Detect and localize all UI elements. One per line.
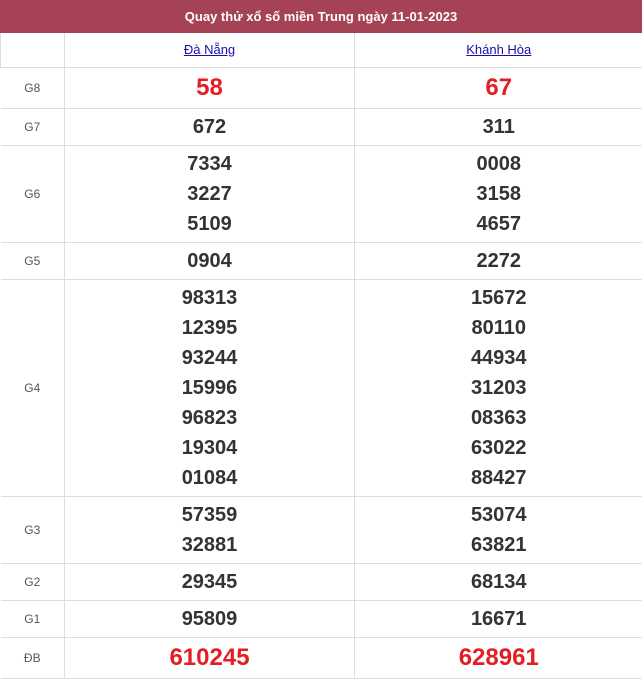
province-header-cell <box>65 33 355 67</box>
lottery-number: 3227 <box>187 182 232 205</box>
lottery-number: 31203 <box>470 376 527 399</box>
lottery-number: 16671 <box>470 607 527 630</box>
lottery-number: 610245 <box>169 643 250 671</box>
lottery-number: 98313 <box>181 286 238 309</box>
lottery-number: 53074 <box>470 503 527 526</box>
lottery-number: 44934 <box>470 346 527 369</box>
prize-numbers-khanh-hoa <box>355 600 642 637</box>
lottery-number: 0904 <box>187 249 232 272</box>
lottery-number: 5109 <box>187 212 232 235</box>
prize-numbers-khanh-hoa <box>355 108 642 145</box>
prize-numbers-da-nang <box>65 108 355 145</box>
prize-label: G1 <box>1 600 65 637</box>
results-title: Quay thử xổ số miền Trung ngày 11-01-2023 <box>0 0 642 33</box>
prize-numbers-da-nang <box>65 600 355 637</box>
prize-row <box>1 563 642 600</box>
prize-row <box>1 496 642 563</box>
prize-numbers-khanh-hoa <box>355 145 642 242</box>
lottery-number: 67 <box>485 73 513 101</box>
prize-row <box>1 67 642 108</box>
lottery-number: 93244 <box>181 346 238 369</box>
lottery-number: 7334 <box>187 152 232 175</box>
results-table <box>0 33 642 679</box>
lottery-number: 15672 <box>470 286 527 309</box>
prize-row <box>1 108 642 145</box>
lottery-number: 311 <box>482 115 515 138</box>
lottery-number: 58 <box>196 73 223 101</box>
prize-numbers-da-nang <box>65 637 355 678</box>
prize-label: G6 <box>1 145 65 242</box>
prize-row <box>1 242 642 279</box>
lottery-number: 12395 <box>181 316 238 339</box>
prize-label: G3 <box>1 496 65 563</box>
prize-row <box>1 279 642 496</box>
lottery-number: 672 <box>192 115 227 138</box>
prize-numbers-da-nang <box>65 496 355 563</box>
prize-numbers-khanh-hoa <box>355 242 642 279</box>
lottery-number: 0008 <box>476 152 521 175</box>
prize-row <box>1 145 642 242</box>
lottery-number: 628961 <box>458 643 539 671</box>
lottery-number: 63022 <box>470 436 527 459</box>
province-header-row <box>1 33 642 67</box>
lottery-number: 80110 <box>471 316 526 339</box>
prize-numbers-da-nang <box>65 145 355 242</box>
province-header-cell <box>355 33 642 67</box>
lottery-number: 32881 <box>181 533 238 556</box>
lottery-number: 68134 <box>470 570 527 593</box>
prize-numbers-da-nang <box>65 563 355 600</box>
prize-header-cell <box>1 33 65 67</box>
prize-rows <box>1 67 642 678</box>
prize-label: G4 <box>1 279 65 496</box>
prize-numbers-khanh-hoa <box>355 637 642 678</box>
prize-numbers-khanh-hoa <box>355 496 642 563</box>
prize-numbers-khanh-hoa <box>355 279 642 496</box>
lottery-number: 88427 <box>470 466 527 489</box>
lottery-number: 01084 <box>181 466 238 489</box>
prize-label: G2 <box>1 563 65 600</box>
lottery-number: 57359 <box>181 503 238 526</box>
lottery-number: 15996 <box>181 376 238 399</box>
lottery-number: 2272 <box>476 249 521 272</box>
lottery-number: 63821 <box>470 533 527 556</box>
lottery-number: 96823 <box>181 406 238 429</box>
prize-label: ĐB <box>1 637 65 678</box>
prize-numbers-da-nang <box>65 242 355 279</box>
prize-label: G7 <box>1 108 65 145</box>
prize-numbers-da-nang <box>65 67 355 108</box>
province-link-khanh-hoa[interactable]: Khánh Hòa <box>466 41 532 57</box>
prize-row <box>1 600 642 637</box>
prize-numbers-da-nang <box>65 279 355 496</box>
lottery-number: 29345 <box>181 570 238 593</box>
lottery-number: 95809 <box>181 607 238 630</box>
lottery-number: 08363 <box>470 406 527 429</box>
prize-numbers-khanh-hoa <box>355 563 642 600</box>
prize-row <box>1 637 642 678</box>
prize-label: G8 <box>1 67 65 108</box>
lottery-number: 3158 <box>476 182 521 205</box>
lottery-number: 4657 <box>476 212 521 235</box>
prize-label: G5 <box>1 242 65 279</box>
lottery-number: 19304 <box>181 436 238 459</box>
prize-numbers-khanh-hoa <box>355 67 642 108</box>
province-link-da-nang[interactable]: Đà Nẵng <box>183 41 236 57</box>
